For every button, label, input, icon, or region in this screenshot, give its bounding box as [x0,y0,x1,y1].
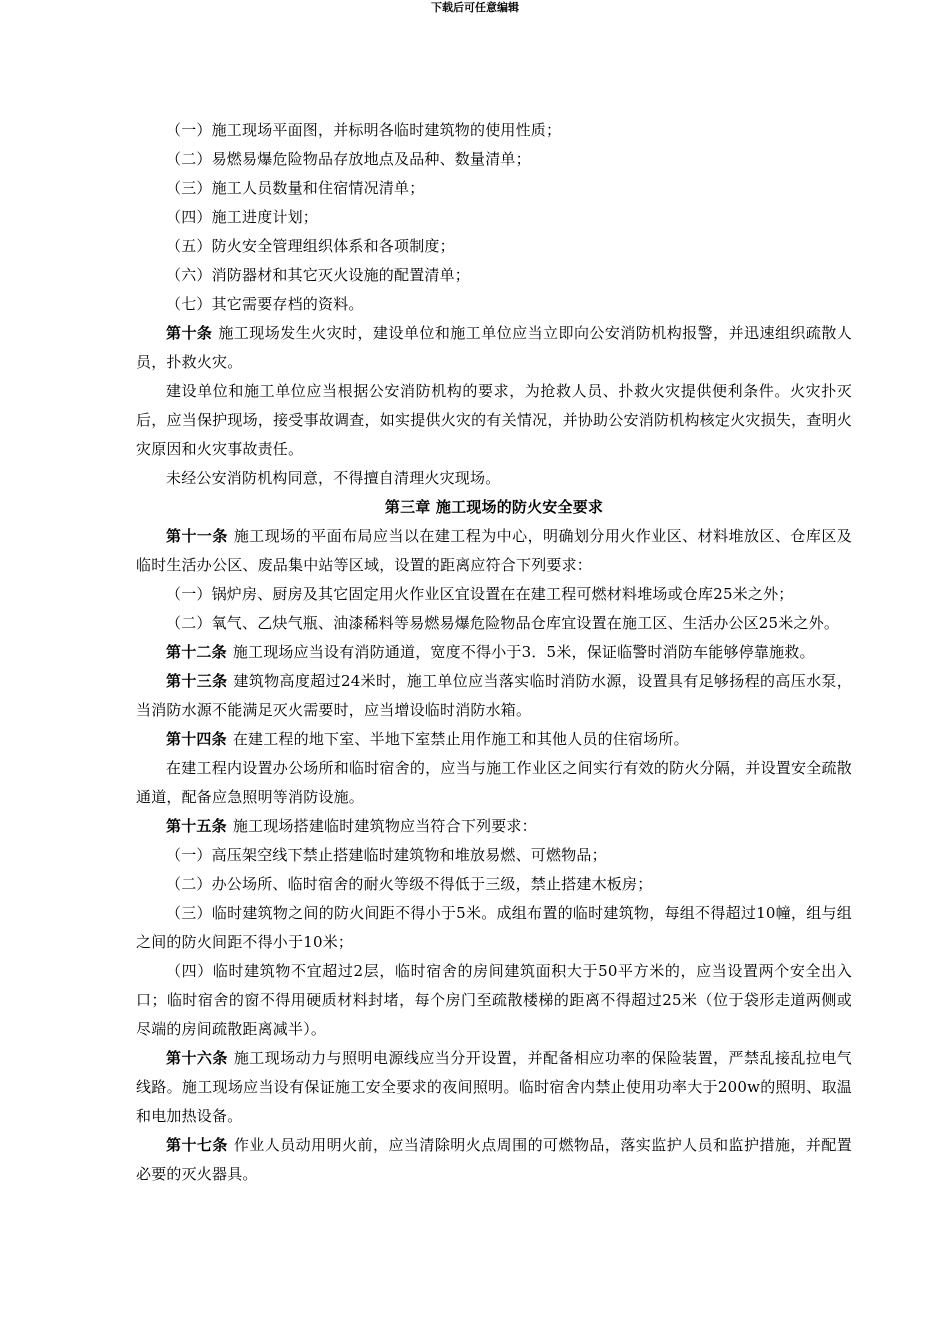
list-item: （二）办公场所、临时宿舍的耐火等级不得低于三级，禁止搭建木板房； [166,875,653,893]
article-text: 施工现场的平面布局应当以在建工程为中心，明确划分用火作业区、材料堆放区、仓库区及临时生活办公区、废品集中站等区域，设置的距离应符合下列要求： [136,527,852,574]
body-paragraph: 建设单位和施工单位应当根据公安消防机构的要求，为抢救人员、扑救火灾提供便利条件。火灾扑灭后，应当保护现场，接受事故调查，如实提供火灾的有关情况，并协助公安消防机构核定火灾损失，查明火灾原因和火灾事故责任。 [136,382,852,458]
article-text: 在建工程的地下室、半地下室禁止用作施工和其他人员的住宿场所。 [232,730,689,748]
list-item: （六）消防器材和其它灭火设施的配置清单； [166,266,471,284]
list-item: （四）施工进度计划； [166,208,319,226]
chapter-title: 第三章 施工现场的防火安全要求 [384,498,604,516]
article-text: 施工现场应当设有消防通道，宽度不得小于3．5米，保证临警时消防车能够停靠施救。 [232,643,815,661]
article-text: 施工现场动力与照明电源线应当分开设置，并配备相应功率的保险装置，严禁乱接乱拉电气线路。施工现场应当设有保证施工安全要求的夜间照明。临时宿舍内禁止使用功率大于200w的照明、取温和电加热设备。 [136,1049,852,1125]
list-item: （一）锅炉房、厨房及其它固定用火作业区宜设置在在建工程可燃材料堆场或仓库25米之外； [166,585,794,603]
list-item: （二）易燃易爆危险物品存放地点及品种、数量清单； [166,150,531,168]
article-label: 第十三条 [166,672,228,690]
list-item: （三）临时建筑物之间的防火间距不得小于5米。成组布置的临时建筑物，每组不得超过10幢，组与组之间的防火间距不得小于10米； [136,904,852,951]
article-label: 第十五条 [166,817,227,835]
article-paragraph [136,812,852,841]
article-paragraph [136,319,852,377]
article-label: 第十七条 [166,1136,228,1154]
list-item: （三）施工人员数量和住宿情况清单； [166,179,425,197]
list-item: （一）施工现场平面图，并标明各临时建筑物的使用性质； [166,121,562,139]
article-paragraph [136,638,852,667]
article-label: 第十六条 [166,1049,228,1067]
page-header: 下载后可任意编辑 [431,1,519,14]
list-item: （二）氧气、乙炔气瓶、油漆稀料等易燃易爆危险物品仓库宜设置在施工区、生活办公区25米之外。 [166,614,840,632]
article-label: 第十条 [166,324,213,342]
list-item: （四）临时建筑物不宜超过2层，临时宿舍的房间建筑面积大于50平方米的，应当设置两个安全出入口；临时宿舍的窗不得用硬质材料封堵，每个房门至疏散楼梯的距离不得超过25米（位于袋形走道两侧或尽端的房间疏散距离减半）。 [136,962,852,1038]
body-paragraph: 在建工程内设置办公场所和临时宿舍的，应当与施工作业区之间实行有效的防火分隔，并设置安全疏散通道，配备应急照明等消防设施。 [136,759,852,806]
article-paragraph [136,522,852,580]
article-text: 作业人员动用明火前，应当清除明火点周围的可燃物品，落实监护人员和监护措施，并配置必要的灭火器具。 [136,1136,852,1183]
article-text: 建筑物高度超过24米时，施工单位应当落实临时消防水源，设置具有足够扬程的高压水泵，当消防水源不能满足灭火需要时，应当增设临时消防水箱。 [136,672,852,719]
article-text: 施工现场发生火灾时，建设单位和施工单位应当立即向公安消防机构报警，并迅速组织疏散人员，扑救火灾。 [136,324,852,371]
article-text: 施工现场搭建临时建筑物应当符合下列要求： [232,817,537,835]
article-label: 第十一条 [166,527,228,545]
document-body [136,116,852,1189]
list-item: （七）其它需要存档的资料。 [166,295,364,313]
article-paragraph [136,725,852,754]
article-paragraph [136,1131,852,1189]
article-paragraph [136,1044,852,1131]
body-paragraph: 未经公安消防机构同意，不得擅自清理火灾现场。 [166,469,501,487]
list-item: （一）高压架空线下禁止搭建临时建筑物和堆放易燃、可燃物品； [166,846,607,864]
article-label: 第十二条 [166,643,227,661]
list-item: （五）防火安全管理组织体系和各项制度； [166,237,455,255]
article-paragraph [136,667,852,725]
article-label: 第十四条 [166,730,227,748]
